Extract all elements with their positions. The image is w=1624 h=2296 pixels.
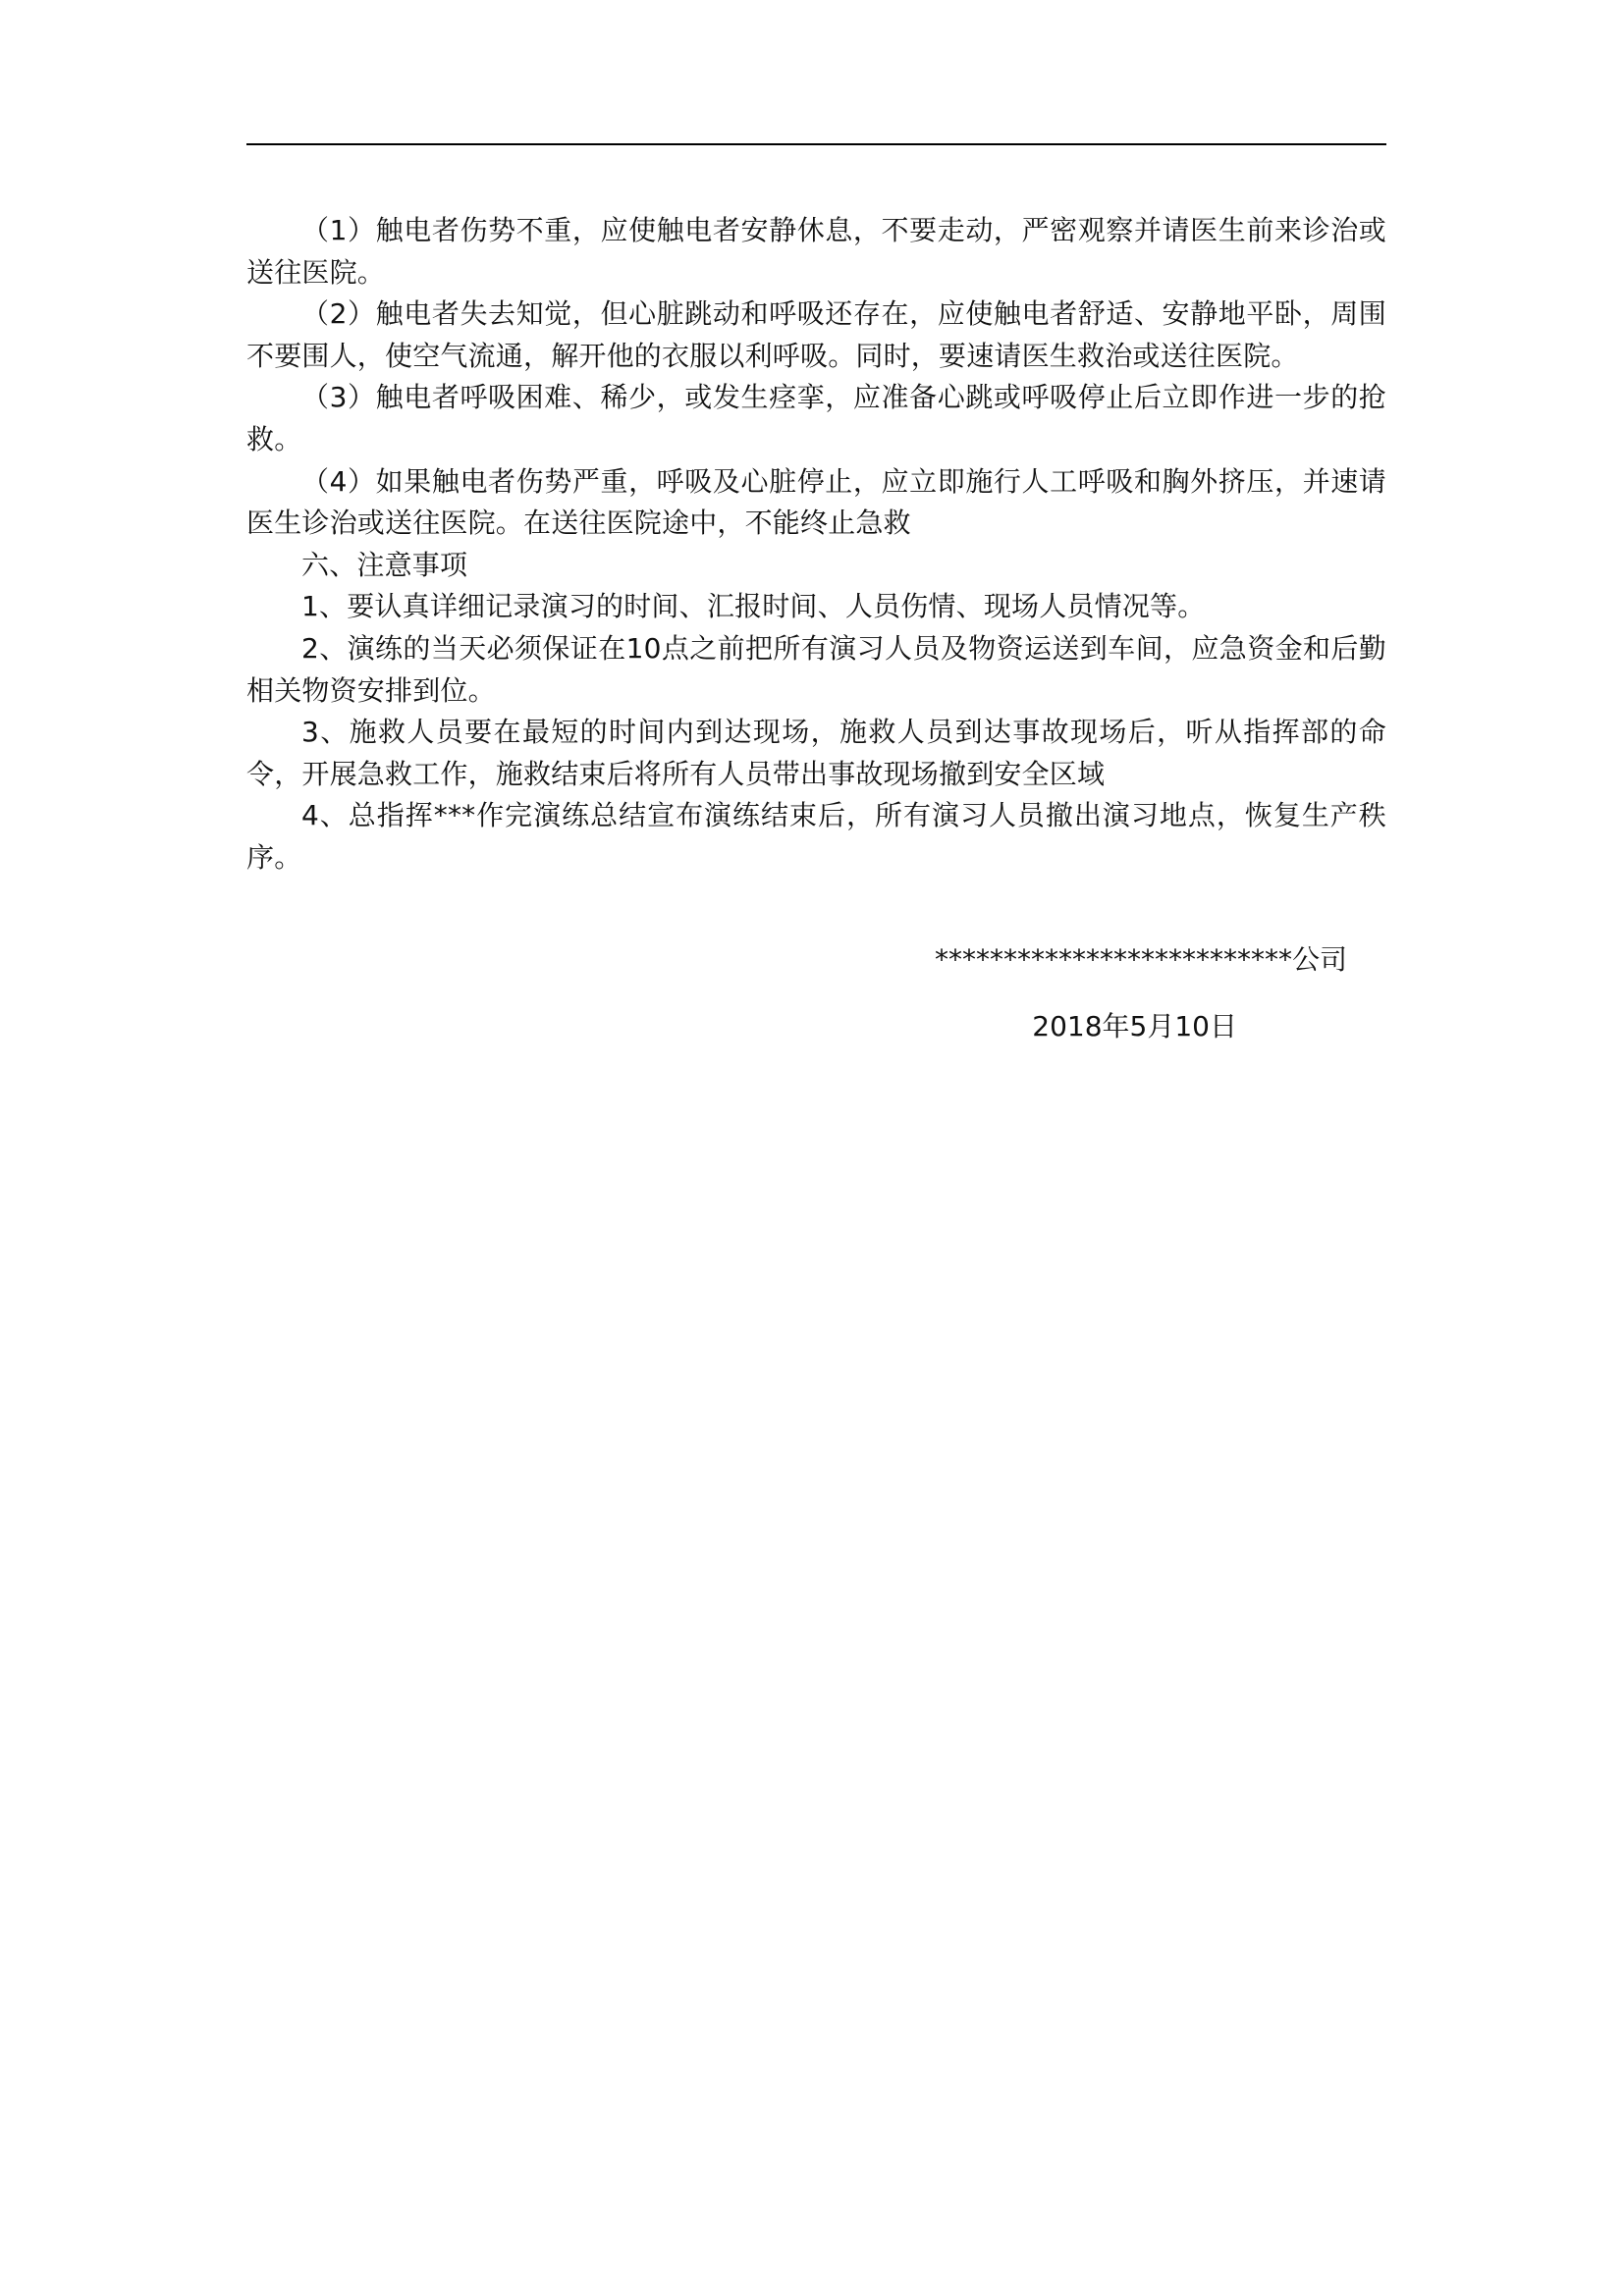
note-item-4: 4、总指挥***作完演练总结宣布演练结束后，所有演习人员撤出演习地点，恢复生产秩序。: [246, 799, 1386, 874]
document-body: [246, 210, 1386, 880]
note-item-2: 2、演练的当天必须保证在10点之前把所有演习人员及物资运送到车间，应急资金和后勤相关物资安排到位。: [246, 631, 1386, 707]
company-signature: **************************公司: [934, 943, 1347, 976]
paragraph-electric-shock-4: （4）如果触电者伤势严重，呼吸及心脏停止，应立即施行人工呼吸和胸外挤压，并速请医生诊治或送往医院。在送往医院途中，不能终止急救: [246, 464, 1386, 540]
paragraph-electric-shock-3: （3）触电者呼吸困难、稀少，或发生痉挛，应准备心跳或呼吸停止后立即作进一步的抢救。: [246, 381, 1386, 455]
paragraph-electric-shock-1: （1）触电者伤势不重，应使触电者安静休息，不要走动，严密观察并请医生前来诊治或送往医院。: [246, 214, 1386, 289]
note-item-1: 1、要认真详细记录演习的时间、汇报时间、人员伤情、现场人员情况等。: [301, 590, 1206, 623]
header-rule: [246, 143, 1386, 145]
section-heading-notes: 六、注意事项: [301, 548, 468, 581]
paragraph-electric-shock-2: （2）触电者失去知觉，但心脏跳动和呼吸还存在，应使触电者舒适、安静地平卧，周围不要围人，使空气流通，解开他的衣服以利呼吸。同时，要速请医生救治或送往医院。: [246, 297, 1386, 372]
note-item-3: 3、施救人员要在最短的时间内到达现场，施救人员到达事故现场后，听从指挥部的命令，开展急救工作，施救结束后将所有人员带出事故现场撤到安全区域: [246, 716, 1386, 790]
document-date: 2018年5月10日: [1032, 1010, 1237, 1042]
